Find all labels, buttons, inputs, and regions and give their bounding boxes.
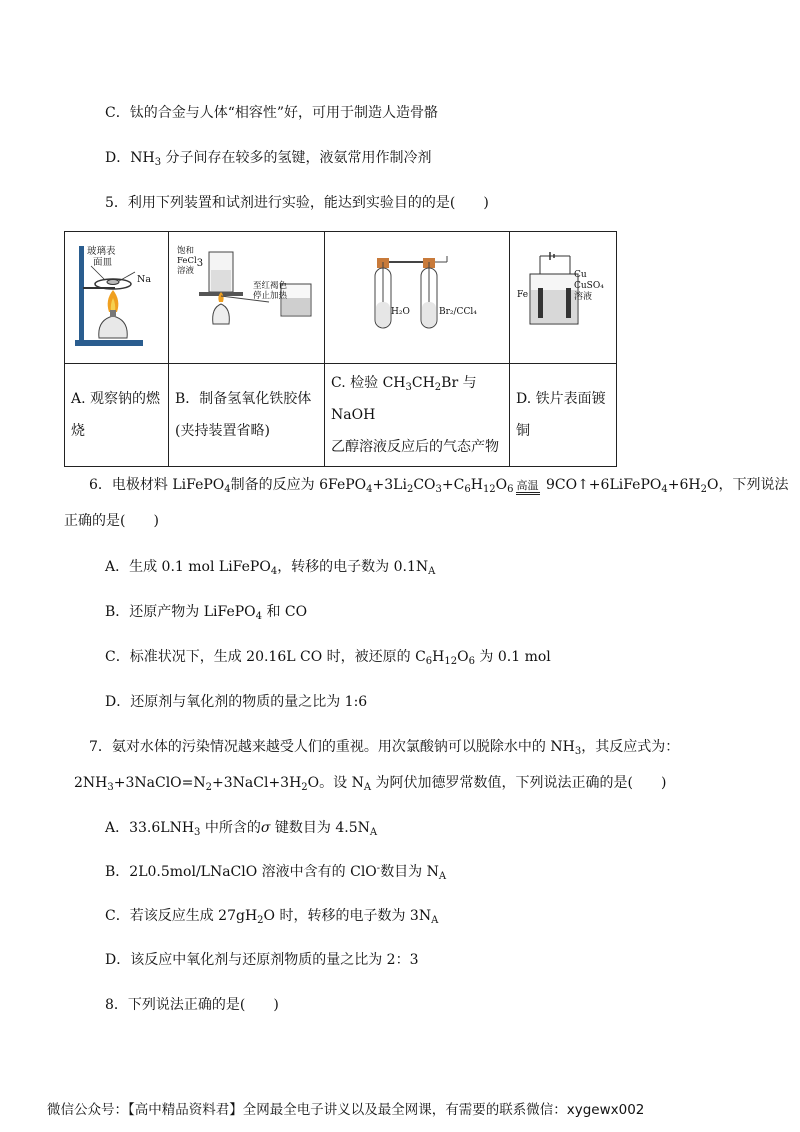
apparatus-d-label-fe: Fe	[517, 290, 529, 300]
q6-option-c: C．标准状况下，生成 20.16L CO 时，被还原的 $C_6H_{12}O_6$ 为 0.1 mol	[105, 649, 551, 667]
q6-option-b: B．还原产物为 LiFePO$_4$ 和 CO	[105, 604, 308, 622]
apparatus-d-label-cu: Cu	[574, 270, 587, 280]
apparatus-c-label-br2: Br₂/CCl₄	[439, 307, 477, 317]
reaction-condition: 高温	[516, 479, 540, 495]
apparatus-c-image	[325, 232, 510, 364]
apparatus-b-label-3: 溶液	[177, 266, 195, 276]
apparatus-a-label-dish: 玻璃表	[87, 246, 116, 257]
q4-option-d: D．$NH_3$ 分子间存在较多的氢键，液氨常用作制冷剂	[105, 150, 432, 168]
apparatus-a-label-na: Na	[137, 274, 151, 285]
apparatus-a-image	[65, 232, 169, 364]
apparatus-b-label-1: 饱和	[177, 246, 195, 256]
q7-option-a: A．$33.6LNH_3$ 中所含的σ 键数目为 $4.5N_A$	[105, 820, 378, 838]
q7-option-b: B．2L0.5mol/LNaClO 溶液中含有的 ClO-数目为 $N_A$	[105, 863, 447, 882]
apparatus-b-label-2: FeCl$_3$	[177, 256, 204, 269]
apparatus-c-label-h2o: H₂O	[391, 307, 410, 317]
q7-stem-line2: $2NH_3+3NaClO=N_2+3NaCl+3H_2O$。设 $N_A$ 为阿伏加德罗常数值，下列说法正确的是( )	[74, 775, 667, 793]
apparatus-d-label-cuso4: CuSO₄	[574, 281, 604, 291]
q7-option-d: D．该反应中氧化剂与还原剂物质的量之比为 2：3	[105, 952, 419, 968]
q5-stem: 5．利用下列装置和试剂进行实验，能达到实验目的的是( )	[105, 195, 489, 211]
q7-option-c: C．若该反应生成 $27gH_2O$ 时，转移的电子数为 $3N_A$	[105, 908, 439, 926]
q7-stem-line1: 7．氨对水体的污染情况越来越受人们的重视。用次氯酸钠可以脱除水中的 $NH_3$，其反应式为：	[89, 739, 680, 757]
q6-option-d: D．还原剂与氧化剂的物质的量之比为 1:6	[105, 694, 368, 710]
caption-a: A. 观察钠的燃烧	[65, 364, 169, 467]
q4-option-c: C．钛的合金与人体“相容性”好，可用于制造人造骨骼	[105, 105, 439, 121]
apparatus-d-image	[510, 232, 617, 364]
apparatus-b-label-4: 至红褐色	[253, 281, 288, 291]
q6-stem-line2: 正确的是( )	[64, 513, 159, 529]
q6-option-a: A．生成 0.1 mol LiFePO$_4$，转移的电子数为 $0.1N_A$	[105, 559, 436, 577]
caption-c: C. 检验 $CH_3CH_2Br$ 与 NaOH 乙醇溶液反应后的气态产物	[325, 364, 510, 467]
caption-b: B．制备氢氧化铁胶体 (夹持装置省略)	[169, 364, 325, 467]
page-footer: 微信公众号：【高中精品资料君】全网最全电子讲义以及最全网课，有需要的联系微信：xygewx002	[47, 1102, 645, 1118]
apparatus-a-label-dish-2: 面皿	[93, 257, 113, 268]
q8-stem: 8．下列说法正确的是( )	[105, 997, 279, 1013]
caption-d: D. 铁片表面镀铜	[510, 364, 617, 467]
apparatus-b-label-5: 停止加热	[253, 291, 288, 301]
apparatus-d-label-sol: 溶液	[574, 292, 593, 302]
q6-stem: 6．电极材料 LiFePO$_4$制备的反应为 $6FePO_4+3Li_2CO_3+C_6H_{12}O_6$ 高温 $9CO↑+6LiFePO_4+6H_2O$，下列说法	[89, 477, 789, 495]
apparatus-b-image	[169, 232, 325, 364]
q5-apparatus-table	[64, 231, 617, 467]
